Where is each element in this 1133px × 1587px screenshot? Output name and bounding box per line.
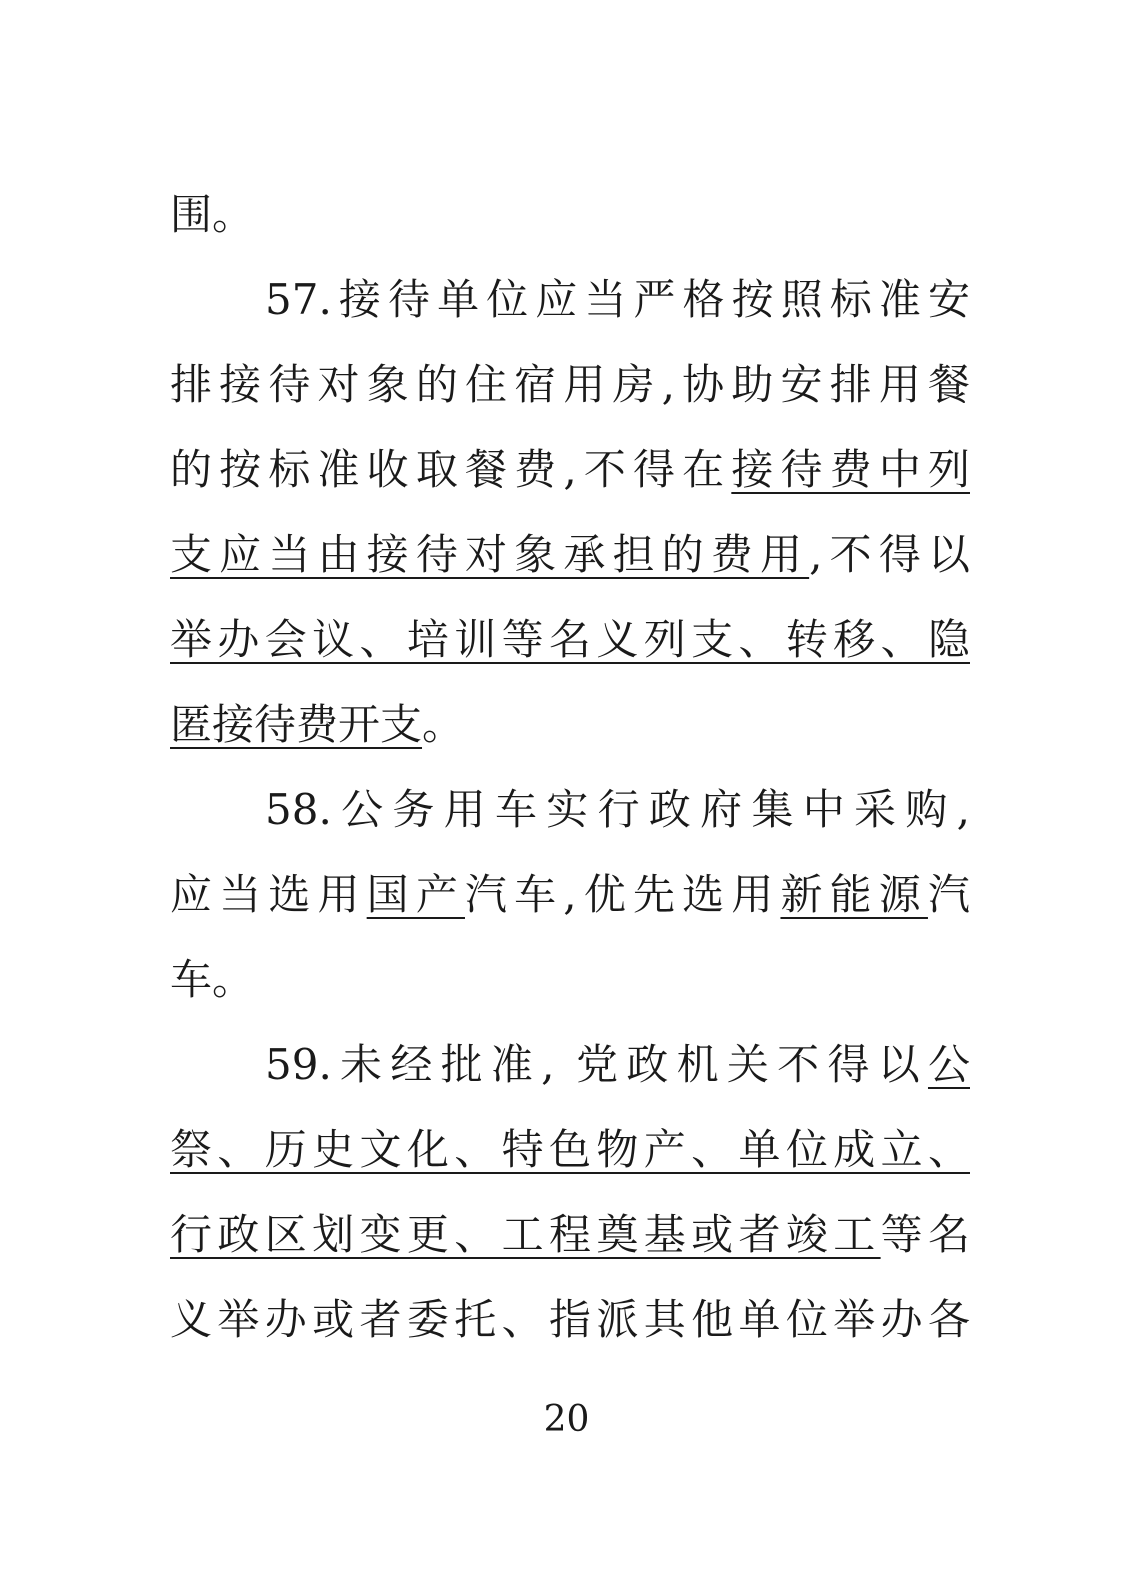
text-line-6 [170,605,970,675]
text-line-9: 应当选用国产汽车,优先选用新能源汽 [170,870,970,919]
underlined-text: 匿接待费开支 [170,700,423,749]
item-57-heading-line: 57.接待单位应当严格按照标准安 [265,275,970,324]
page-number: 20 [543,1399,590,1440]
underlined-text: 举办会议、培训等名义列支、转移、隐 [170,615,970,664]
text-line-13: 行政区划变更、工程奠基或者竣工等名 [170,1210,970,1259]
text-line-12 [170,1115,970,1185]
underlined-text: 祭、历史文化、特色物产、单位成立、 [170,1125,970,1174]
underlined-text: 新能源 [780,870,928,919]
underlined-text: 支应当由接待对象承担的费用 [170,530,810,579]
item-59-heading-line: 59.未经批准, 党政机关不得以公 [265,1040,970,1089]
text-line-3: 排接待对象的住宿用房,协助安排用餐 [170,360,970,409]
text-line-1: 围。 [170,190,255,239]
text-line-10: 车。 [170,955,255,1004]
text-line-14: 义举办或者委托、指派其他单位举办各 [170,1295,970,1344]
text-line-5: 支应当由接待对象承担的费用,不得以 [170,530,970,579]
underlined-text: 国产 [366,870,465,919]
underlined-text: 行政区划变更、工程奠基或者竣工 [170,1210,881,1259]
text-line-7: 匿接待费开支。 [170,700,465,749]
item-58-heading-line: 58.公务用车实行政府集中采购, [265,785,970,834]
underlined-text: 接待费中列 [731,445,970,494]
underlined-text: 公 [927,1040,970,1089]
text-line-4: 的按标准收取餐费,不得在接待费中列 [170,445,970,494]
